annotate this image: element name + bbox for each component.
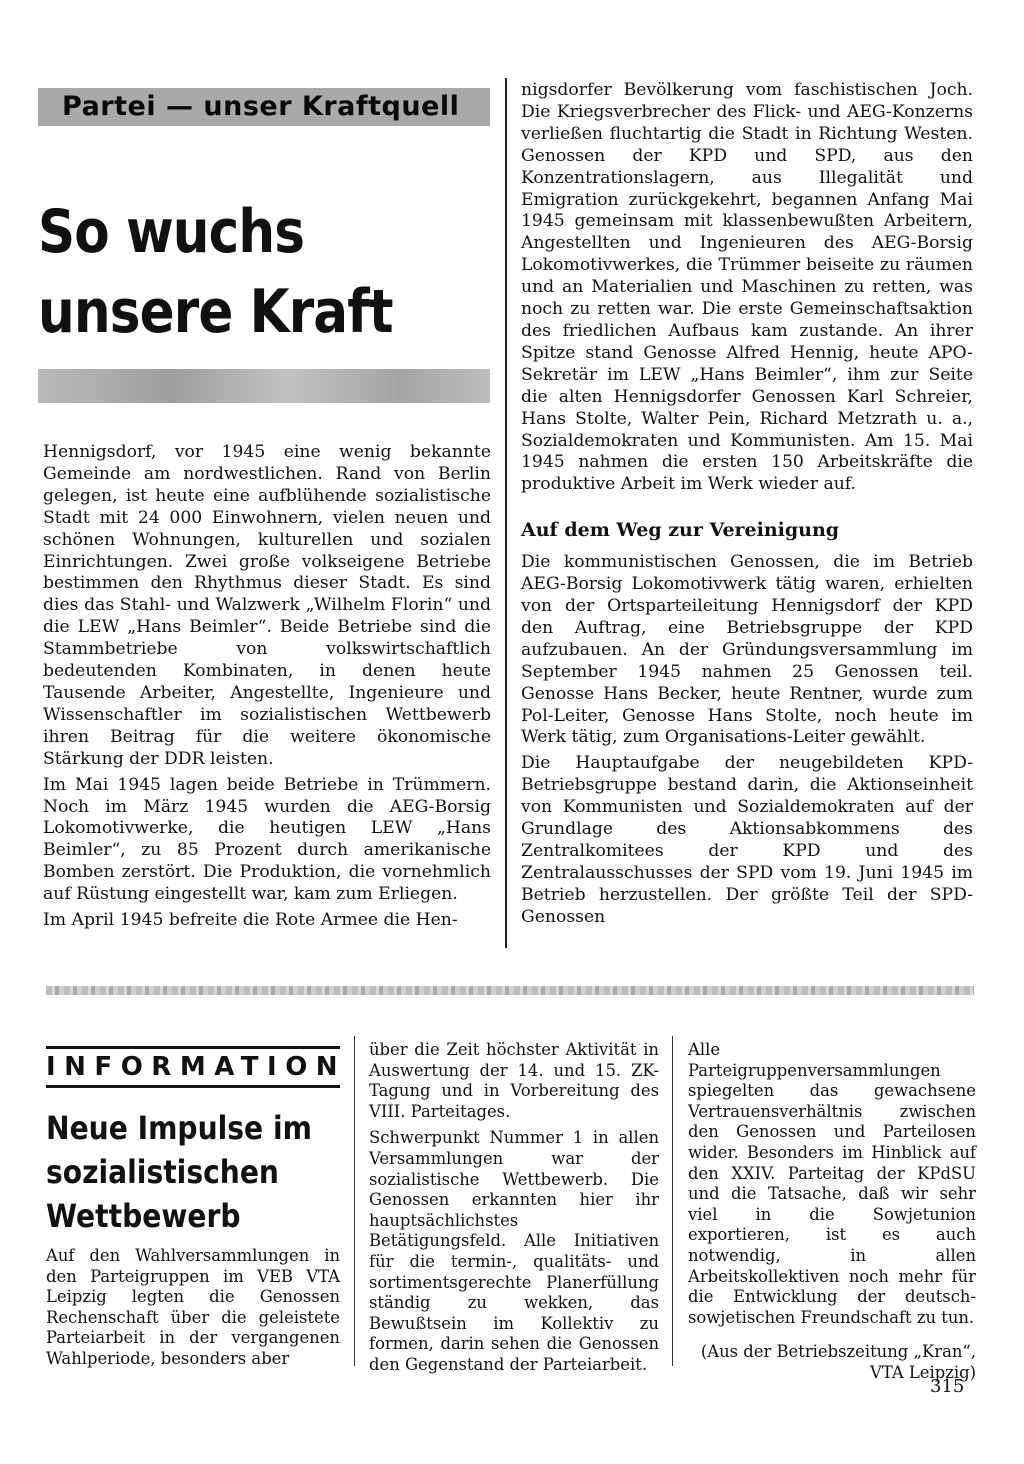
- info-headline-line-3: Wettbewerb: [46, 1197, 241, 1235]
- headline-line-1: So wuchs: [38, 197, 305, 267]
- paragraph: Alle Parteigruppenversammlungen spiegelten das gewachsene Vertrauensverhältnis zwischen den Genossen und Parteilosen wider. Besonders im Hinblick auf den XXIV. Parteitag der KPdSU und die Tatsache, daß wir sehr viel in die Sowjetunion exportieren, ist es auch notwendig, in allen Arbeitskollektiven noch mehr für die Entwicklung der deutsch-sowjetischen Freundschaft zu tun.: [688, 1040, 976, 1327]
- paragraph: Die Hauptaufgabe der neugebildeten KPD-Betriebsgruppe bestand darin, die Aktionseinheit von Kommunisten und Sozialdemokraten auf der Grundlage des Aktionsabkommens des Zentralkomitees der KPD und des Zentralausschusses der SPD vom 19. Juni 1945 im Betrieb herzustellen. Der größte Teil der SPD-Genossen: [521, 753, 973, 927]
- paragraph: Im Mai 1945 lagen beide Betriebe in Trümmern. Noch im März 1945 wurden die AEG-Borsig Lokomotivwerke, die heutigen LEW „Hans Beimler“, zu 85 Prozent durch amerikanische Bomben zerstört. Die Produktion, die vornehmlich auf Rüstung eingestellt war, kam zum Erliegen.: [43, 774, 491, 905]
- article-headline: [38, 192, 427, 352]
- subheading: Auf dem Weg zur Vereinigung: [521, 519, 840, 542]
- paragraph: Schwerpunkt Nummer 1 in allen Versammlungen war der sozialistische Wettbewerb. Die Genossen erkannten hier ihr hauptsächlichstes Betätigungsfeld. Alle Initiativen für die termin-, qualitäts- und sortimentsgerechte Planerfüllung ständig zu wekken, das Bewußtsein im Kollektiv zu formen, darin sehen die Genossen den Gegenstand der Parteiarbeit.: [369, 1128, 659, 1374]
- paragraph: Die kommunistischen Genossen, die im Betrieb AEG-Borsig Lokomotivwerk tätig waren, erhielten von der Ortsparteileitung Hennigsdorf der KPD den Auftrag, eine Betriebsgruppe der KPD aufzubauen. An der Gründungsversammlung im September 1945 nahmen 25 Genossen teil. Genosse Hans Becker, heute Rentner, wurde zum Pol-Leiter, Genosse Hans Stolte, noch heute im Werk tätig, zum Organisations-Leiter gewählt.: [521, 552, 973, 748]
- paragraph: Auf den Wahlversammlungen in den Parteigruppen im VEB VTA Leipzig legten die Genossen Rechenschaft über die geleistete Parteiarbeit in der vergangenen Wahlperiode, besonders aber: [46, 1246, 340, 1368]
- info-column-3: [688, 1040, 976, 1384]
- decorative-band: [38, 369, 490, 403]
- section-kicker: Partei — unser Kraftquell: [38, 88, 490, 126]
- article-column-1: [43, 442, 491, 932]
- paragraph: über die Zeit höchster Aktivität in Auswertung der 14. und 15. ZK-Tagung und in Vorbereitung des VIII. Parteitages.: [369, 1040, 659, 1121]
- column-divider: [505, 78, 507, 948]
- source-line-2: VTA Leipzig): [869, 1362, 976, 1382]
- paragraph: Hennigsdorf, vor 1945 eine wenig bekannte Gemeinde am nordwestlichen. Rand von Berlin gelegen, ist heute eine aufblühende sozialistische Stadt mit 24 000 Einwohnern, vielen neuen und schönen Wohnungen, kulturellen und sozialen Einrichtungen. Zwei große volkseigene Betriebe bestimmen den Rhythmus dieser Stadt. Es sind dies das Stahl- und Walzwerk „Wilhelm Florin“ und die LEW „Hans Beimler“. Beide Betriebe sind die Stammbetriebe von volkswirtschaftlich bedeutenden Kombinaten, in denen heute Tausende Arbeiter, Angestellte, Ingenieure und Wissenschaftler im sozialistischen Wettbewerb ihren Beitrag für die weitere ökonomische Stärkung der DDR leisten.: [43, 442, 491, 769]
- section-separator: [46, 986, 974, 995]
- column-divider: [672, 1036, 673, 1366]
- info-label: INFORMATION: [46, 1052, 347, 1082]
- info-column-1: [46, 1246, 340, 1370]
- column-divider: [354, 1036, 355, 1366]
- headline-line-2: unsere Kraft: [38, 277, 393, 347]
- info-headline-line-1: Neue Impulse im: [46, 1109, 312, 1147]
- info-rule-top: [46, 1046, 340, 1049]
- paragraph: nigsdorfer Bevölkerung vom faschistischen Joch. Die Kriegsverbrecher des Flick- und AEG-Konzerns verließen fluchtartig die Stadt in Richtung Westen. Genossen der KPD und SPD, aus den Konzentrationslagern, aus Illegalität und Emigration zurückgekehrt, begannen Anfang Mai 1945 gemeinsam mit klassenbewußten Arbeitern, Angestellten und Ingenieuren des AEG-Borsig Lokomotivwerkes, die Trümmer beiseite zu räumen und an Materialien und Maschinen zu retten, was noch zu retten war. Die erste Gemeinschaftsaktion des friedlichen Aufbaus kam zustande. An ihrer Spitze stand Genosse Alfred Hennig, heute APO-Sekretär im LEW „Hans Beimler“, ihm zur Seite die alten Hennigsdorfer Genossen Karl Schreier, Hans Stolte, Walter Pein, Richard Metzrath u. a., Sozialdemokraten und Kommunisten. Am 15. Mai 1945 nahmen die ersten 150 Arbeitskräfte die produktive Arbeit im Werk wieder auf.: [521, 80, 973, 495]
- page-number: 315: [930, 1376, 965, 1397]
- paragraph: Im April 1945 befreite die Rote Armee die Hen-: [43, 910, 458, 931]
- article-column-2: [521, 80, 973, 929]
- info-column-2: [369, 1040, 659, 1376]
- info-headline-line-2: sozialistischen: [46, 1153, 279, 1191]
- info-headline: [46, 1106, 328, 1238]
- info-rule-bottom: [46, 1085, 340, 1088]
- source-line-1: (Aus der Betriebszeitung „Kran“,: [700, 1342, 976, 1362]
